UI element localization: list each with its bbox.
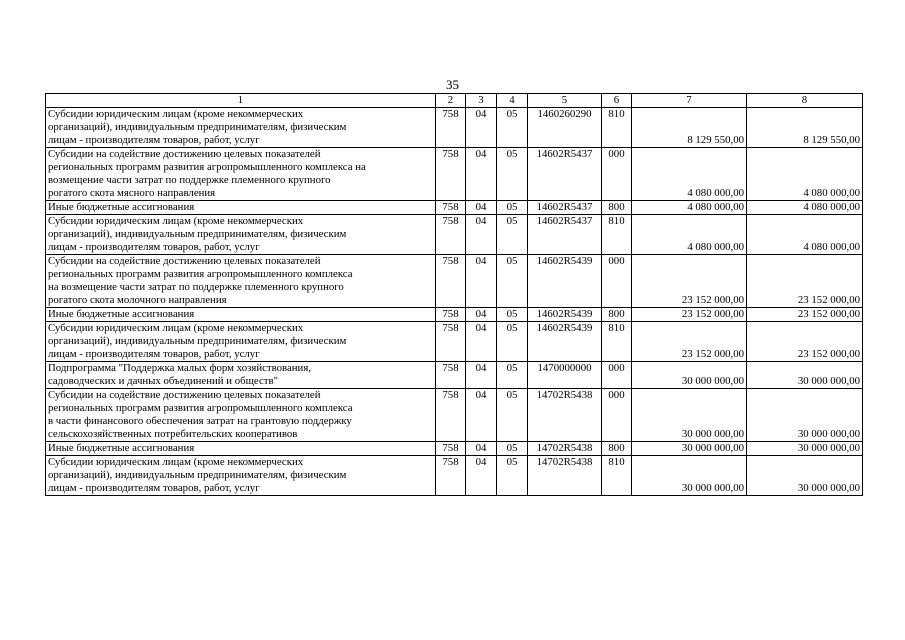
table-row (46, 201, 863, 215)
row-code-admin: 758 (436, 362, 466, 389)
row-amount-col8: 30 000 000,00 (747, 456, 863, 496)
table-row (46, 389, 863, 442)
row-code-subsection: 05 (497, 215, 528, 255)
row-code-subsection: 05 (497, 108, 528, 148)
row-code-target: 14702R5438 (528, 456, 602, 496)
row-code-section: 04 (466, 442, 497, 456)
row-code-section: 04 (466, 308, 497, 322)
page-number: 35 (446, 77, 459, 92)
row-code-expense-type: 800 (602, 201, 632, 215)
row-code-section: 04 (466, 389, 497, 442)
row-amount-col8: 8 129 550,00 (747, 108, 863, 148)
row-code-section: 04 (466, 456, 497, 496)
row-code-expense-type: 810 (602, 456, 632, 496)
row-description: Иные бюджетные ассигнования (46, 442, 436, 456)
row-code-section: 04 (466, 148, 497, 201)
row-amount-col7: 8 129 550,00 (632, 108, 747, 148)
row-description: Субсидии юридическим лицам (кроме некоммерческих организаций), индивидуальным предпринимателям, физическим лицам - производителям товаров, работ, услуг (46, 215, 436, 255)
row-amount-col7: 30 000 000,00 (632, 456, 747, 496)
table-row (46, 215, 863, 255)
row-amount-col7: 4 080 000,00 (632, 148, 747, 201)
row-code-admin: 758 (436, 389, 466, 442)
row-amount-col8: 23 152 000,00 (747, 308, 863, 322)
row-amount-col8: 30 000 000,00 (747, 362, 863, 389)
row-code-admin: 758 (436, 148, 466, 201)
table-row (46, 308, 863, 322)
row-code-target: 14602R5439 (528, 308, 602, 322)
row-code-section: 04 (466, 215, 497, 255)
table-row (46, 108, 863, 148)
row-description: Субсидии на содействие достижению целевых показателей региональных программ развития агропромышленного комплекса в части финансового обеспечения затрат на грантовую поддержку сельскохозяйственных потребительских кооперативов (46, 389, 436, 442)
row-code-admin: 758 (436, 201, 466, 215)
row-description: Субсидии юридическим лицам (кроме некоммерческих организаций), индивидуальным предпринимателям, физическим лицам - производителям товаров, работ, услуг (46, 322, 436, 362)
row-code-expense-type: 810 (602, 215, 632, 255)
row-code-expense-type: 800 (602, 308, 632, 322)
row-code-subsection: 05 (497, 389, 528, 442)
row-amount-col8: 4 080 000,00 (747, 201, 863, 215)
row-code-expense-type: 000 (602, 148, 632, 201)
row-code-section: 04 (466, 362, 497, 389)
row-amount-col7: 30 000 000,00 (632, 389, 747, 442)
row-code-admin: 758 (436, 442, 466, 456)
row-code-expense-type: 000 (602, 362, 632, 389)
header-cell: 8 (747, 94, 863, 108)
row-code-admin: 758 (436, 322, 466, 362)
row-description: Субсидии юридическим лицам (кроме некоммерческих организаций), индивидуальным предпринимателям, физическим лицам - производителям товаров, работ, услуг (46, 108, 436, 148)
row-code-admin: 758 (436, 456, 466, 496)
row-amount-col7: 23 152 000,00 (632, 255, 747, 308)
row-code-target: 14602R5437 (528, 201, 602, 215)
row-code-subsection: 05 (497, 322, 528, 362)
row-amount-col8: 4 080 000,00 (747, 148, 863, 201)
row-code-section: 04 (466, 108, 497, 148)
row-code-expense-type: 800 (602, 442, 632, 456)
row-description: Подпрограмма "Поддержка малых форм хозяйствования, садоводческих и дачных объединений и обществ" (46, 362, 436, 389)
table-row (46, 148, 863, 201)
header-cell: 2 (436, 94, 466, 108)
row-code-section: 04 (466, 255, 497, 308)
header-row (46, 94, 863, 108)
table-row (46, 322, 863, 362)
table-row (46, 255, 863, 308)
row-amount-col7: 30 000 000,00 (632, 362, 747, 389)
row-amount-col8: 23 152 000,00 (747, 322, 863, 362)
row-code-section: 04 (466, 201, 497, 215)
row-code-subsection: 05 (497, 148, 528, 201)
row-description: Иные бюджетные ассигнования (46, 201, 436, 215)
row-code-target: 14702R5438 (528, 389, 602, 442)
row-amount-col7: 23 152 000,00 (632, 322, 747, 362)
row-code-expense-type: 000 (602, 389, 632, 442)
header-cell: 5 (528, 94, 602, 108)
budget-table (45, 93, 863, 496)
row-code-subsection: 05 (497, 456, 528, 496)
row-code-subsection: 05 (497, 308, 528, 322)
table-row (46, 456, 863, 496)
header-cell: 1 (46, 94, 436, 108)
row-code-expense-type: 810 (602, 108, 632, 148)
header-cell: 3 (466, 94, 497, 108)
row-description: Субсидии юридическим лицам (кроме некоммерческих организаций), индивидуальным предпринимателям, физическим лицам - производителям товаров, работ, услуг (46, 456, 436, 496)
row-description: Иные бюджетные ассигнования (46, 308, 436, 322)
row-code-target: 14602R5439 (528, 322, 602, 362)
row-code-target: 14602R5437 (528, 215, 602, 255)
row-code-subsection: 05 (497, 201, 528, 215)
row-amount-col7: 4 080 000,00 (632, 201, 747, 215)
row-description: Субсидии на содействие достижению целевых показателей региональных программ развития агропромышленного комплекса на возмещение части затрат по поддержке племенного крупного рогатого скота мясного направления (46, 148, 436, 201)
header-cell: 4 (497, 94, 528, 108)
row-amount-col8: 30 000 000,00 (747, 389, 863, 442)
row-code-subsection: 05 (497, 362, 528, 389)
row-code-admin: 758 (436, 255, 466, 308)
row-code-subsection: 05 (497, 255, 528, 308)
row-amount-col7: 23 152 000,00 (632, 308, 747, 322)
row-code-subsection: 05 (497, 442, 528, 456)
row-code-target: 1470000000 (528, 362, 602, 389)
row-code-target: 1460260290 (528, 108, 602, 148)
row-code-target: 14602R5439 (528, 255, 602, 308)
header-cell: 6 (602, 94, 632, 108)
row-code-admin: 758 (436, 215, 466, 255)
row-amount-col8: 30 000 000,00 (747, 442, 863, 456)
row-amount-col7: 4 080 000,00 (632, 215, 747, 255)
row-amount-col8: 23 152 000,00 (747, 255, 863, 308)
row-code-admin: 758 (436, 308, 466, 322)
table-row (46, 442, 863, 456)
row-code-admin: 758 (436, 108, 466, 148)
header-cell: 7 (632, 94, 747, 108)
row-code-expense-type: 810 (602, 322, 632, 362)
table-row (46, 362, 863, 389)
row-code-section: 04 (466, 322, 497, 362)
row-amount-col8: 4 080 000,00 (747, 215, 863, 255)
row-code-target: 14702R5438 (528, 442, 602, 456)
row-amount-col7: 30 000 000,00 (632, 442, 747, 456)
row-code-expense-type: 000 (602, 255, 632, 308)
row-code-target: 14602R5437 (528, 148, 602, 201)
row-description: Субсидии на содействие достижению целевых показателей региональных программ развития агропромышленного комплекса на возмещение части затрат по поддержке племенного крупного рогатого скота молочного направления (46, 255, 436, 308)
